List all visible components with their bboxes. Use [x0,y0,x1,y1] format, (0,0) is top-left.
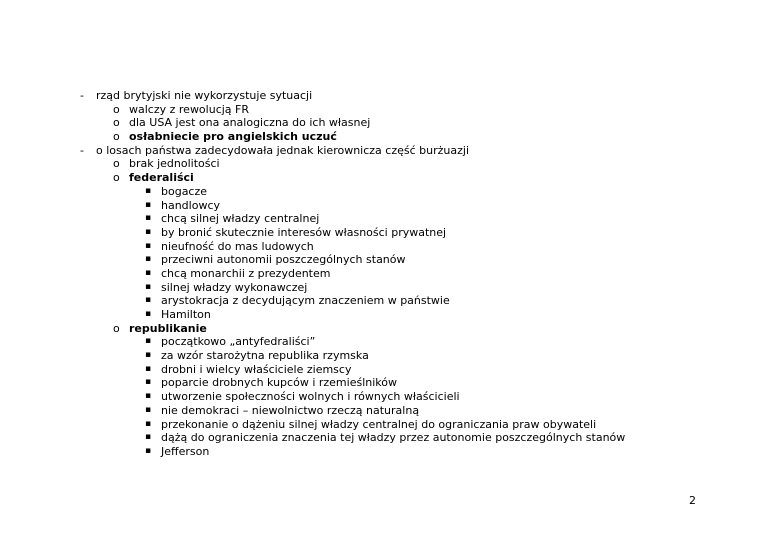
square-bullet-icon: ▪ [145,391,152,402]
circle-bullet-icon: o [113,321,120,335]
dash-bullet-icon: - [80,89,84,102]
outline-item-text: początkowo „antyfedraliści” [161,335,316,349]
outline-item-text: dążą do ograniczenia znaczenia tej władzy przez autonomie poszczególnych stanów [161,431,626,445]
circle-bullet-icon: o [113,116,120,130]
square-bullet-icon: ▪ [145,267,152,278]
square-bullet-icon: ▪ [145,281,152,292]
outline-item-text: utworzenie społeczności wolnych i równych właścicieli [161,390,460,404]
circle-bullet-icon: o [113,102,120,116]
square-bullet-icon: ▪ [145,199,152,210]
outline-item-text: bogacze [161,184,208,198]
square-bullet-icon: ▪ [145,377,152,388]
outline-item-text: Hamilton [161,308,211,321]
square-bullet-icon: ▪ [145,185,152,196]
outline-item-text: osłabniecie pro angielskich uczuć [129,130,337,144]
circle-bullet-icon: o [113,157,120,171]
dash-bullet-icon: - [80,143,84,157]
square-bullet-icon: ▪ [145,226,152,237]
square-bullet-icon: ▪ [145,295,152,306]
square-bullet-icon: ▪ [145,445,152,456]
outline-item-text: brak jednolitości [129,157,220,171]
square-bullet-icon: ▪ [145,418,152,429]
outline-item-text: rząd brytyjski nie wykorzystuje sytuacji [96,89,313,102]
square-bullet-icon: ▪ [145,240,152,251]
square-bullet-icon: ▪ [145,213,152,224]
outline-item-text: Jefferson [161,444,210,458]
square-bullet-icon: ▪ [145,336,152,347]
outline-item-text: by bronić skutecznie interesów własności prywatnej [161,225,447,239]
outline-item-text: dla USA jest ona analogiczna do ich własnej [129,116,371,130]
square-bullet-icon: ▪ [145,350,152,361]
square-bullet-icon: ▪ [145,432,152,443]
outline-item-text: za wzór starożytna republika rzymska [161,349,369,363]
outline-item-text: walczy z rewolucją FR [129,102,250,116]
outline-item-text: przekonanie o dążeniu silnej władzy centralnej do ograniczania praw obywateli [161,417,597,431]
circle-bullet-icon: o [113,171,120,185]
page-number: 2 [689,494,696,507]
square-bullet-icon: ▪ [145,254,152,265]
outline-item-text: nieufność do mas ludowych [161,239,314,253]
outline-item-text: handlowcy [161,198,221,212]
outline-item-text: chcą silnej władzy centralnej [161,212,320,226]
outline-item-text: silnej władzy wykonawczej [161,280,308,294]
outline-item-text: drobni i wielcy właściciele ziemscy [161,362,352,376]
outline-item-text: chcą monarchii z prezydentem [161,266,331,280]
outline-item-text: nie demokraci – niewolnictwo rzeczą naturalną [161,403,420,417]
outline-item-text: o losach państwa zadecydowała jednak kierownicza część burżuazji [96,143,469,157]
square-bullet-icon: ▪ [145,404,152,415]
square-bullet-icon: ▪ [145,363,152,374]
outline-item-text: przeciwni autonomii poszczególnych stanów [161,253,406,267]
outline-item-text: arystokracja z decydującym znaczeniem w państwie [161,294,450,308]
square-bullet-icon: ▪ [145,309,152,319]
outline-item-text: republikanie [129,321,207,335]
outline-item-text: federaliści [129,171,194,185]
outline-item-text: poparcie drobnych kupców i rzemieślników [161,376,397,390]
circle-bullet-icon: o [113,130,120,144]
